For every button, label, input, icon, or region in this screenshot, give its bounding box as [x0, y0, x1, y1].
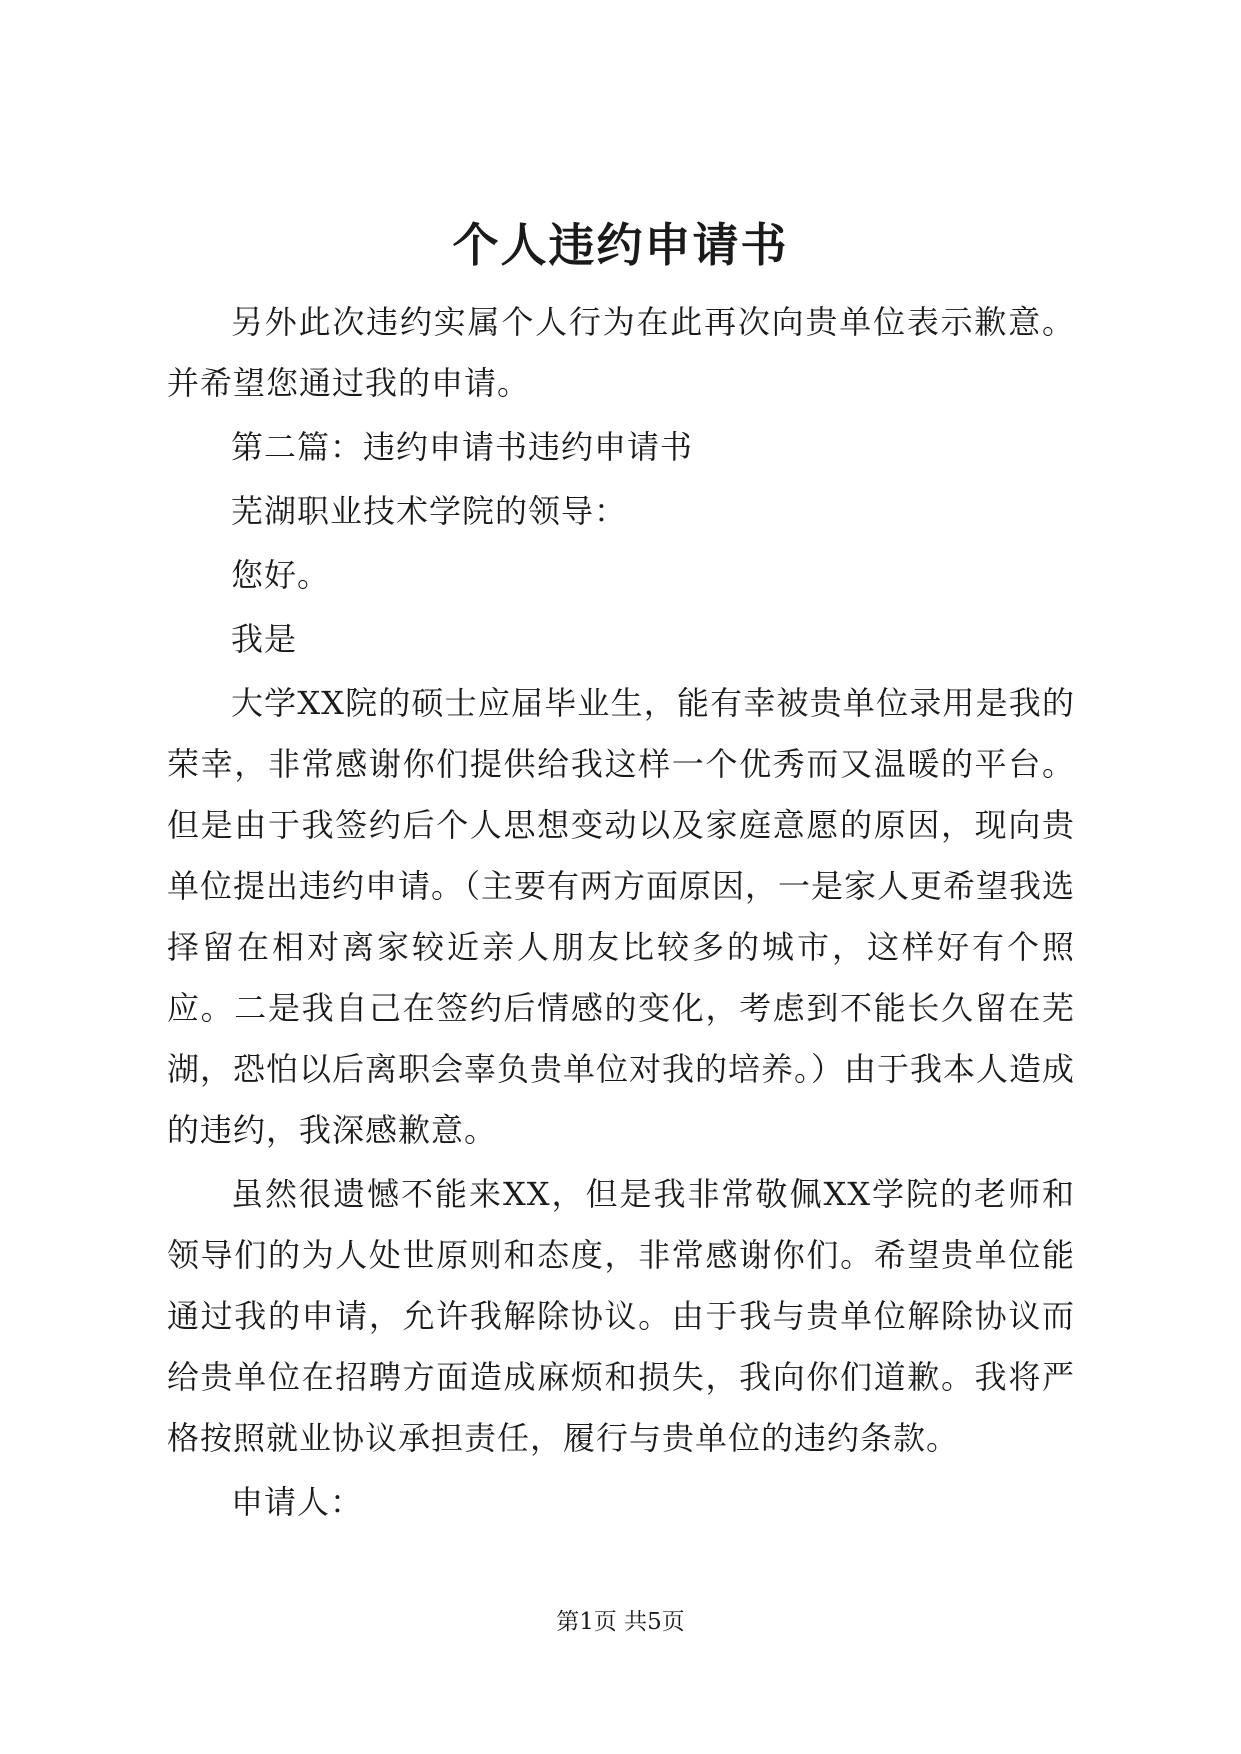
paragraph: 您好。: [231, 556, 331, 594]
paragraph: 芜湖职业技术学院的领导：: [231, 492, 628, 530]
paragraph: 申请人：: [231, 1483, 364, 1521]
paragraph: 我是: [231, 620, 298, 658]
page-number: 第1页 共5页: [556, 1609, 685, 1635]
paragraph: 第二篇：违约申请书违约申请书: [231, 428, 694, 466]
document-title: 个人违约申请书: [452, 218, 789, 272]
paragraph: 大学XX院的硕士应届毕业生，能有幸被贵单位录用是我的荣幸，非常感谢你们提供给我这样一个优秀而又温暖的平台。但是由于我签约后个人思想变动以及家庭意愿的原因，现向贵单位提出违约申请。（主要有两方面原因，一是家人更希望我选择留在相对离家较近亲人朋友比较多的城市，这样好有个照应。二是我自己在签约后情感的变化，考虑到不能长久留在芜湖，恐怕以后离职会辜负贵单位对我的培养。）由于我本人造成的违约，我深感歉意。: [167, 684, 1076, 1149]
document-body: [167, 292, 1075, 1536]
paragraph: 虽然很遗憾不能来XX，但是我非常敬佩XX学院的老师和领导们的为人处世原则和态度，非常感谢你们。希望贵单位能通过我的申请，允许我解除协议。由于我与贵单位解除协议而给贵单位在招聘方面造成麻烦和损失，我向你们道歉。我将严格按照就业协议承担责任，履行与贵单位的违约条款。: [167, 1175, 1075, 1457]
paragraph: 另外此次违约实属个人行为在此再次向贵单位表示歉意。并希望您通过我的申请。: [167, 303, 1075, 402]
